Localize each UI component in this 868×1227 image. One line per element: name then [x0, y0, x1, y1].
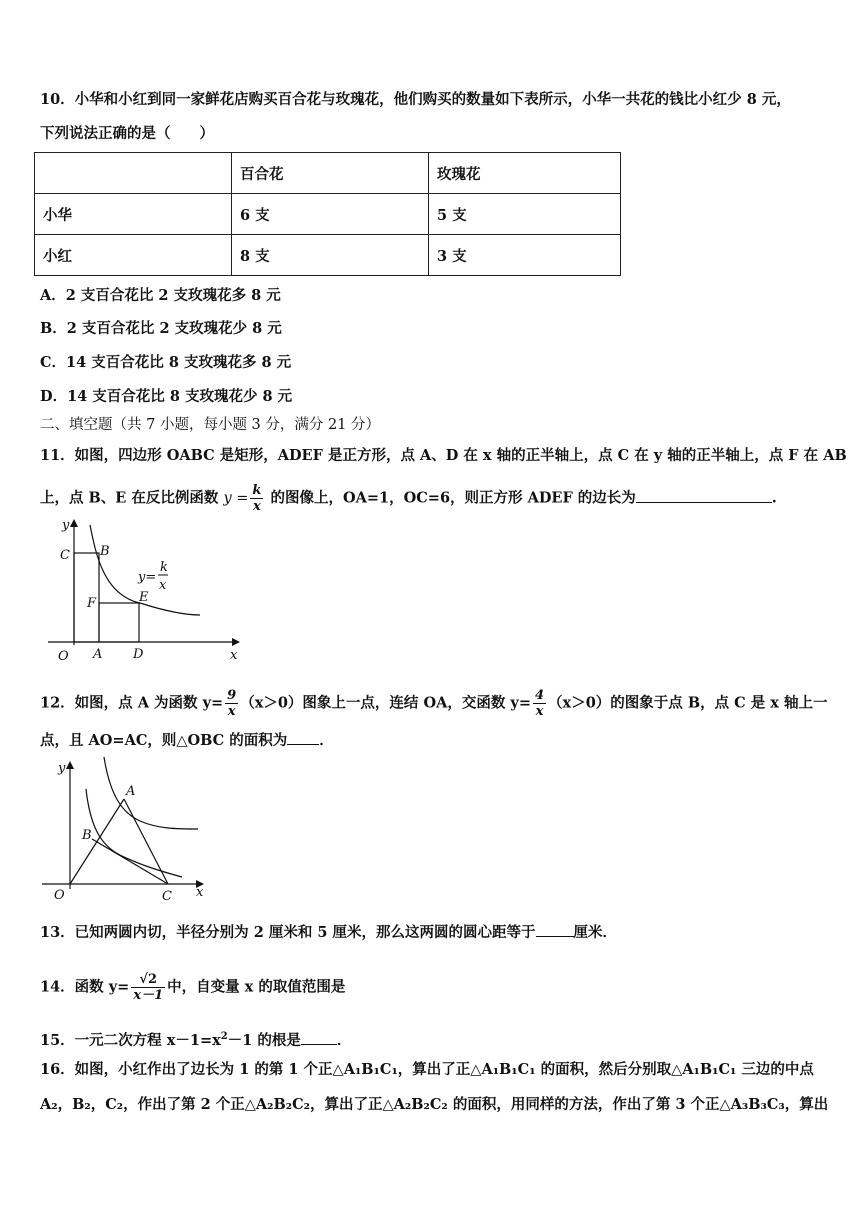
q12-text: 12．如图，点 A 为函数 y=	[40, 694, 224, 712]
label-d: D	[133, 647, 144, 662]
q15	[40, 1027, 351, 1051]
square-adef	[99, 603, 139, 642]
q11-func-lhs: y =	[223, 490, 249, 507]
q14	[40, 972, 345, 1003]
label-a: A	[126, 784, 136, 799]
q12-line1	[40, 688, 827, 719]
fraction-denominator: x－1	[133, 988, 164, 1003]
q10-option-b: B．2 支百合花比 2 支玫瑰花少 8 元	[40, 320, 282, 337]
q10-line1: 10．小华和小红到同一家鲜花店购买百合花与玫瑰花，他们购买的数量如下表所示，小华一共花的钱比小红少 8 元，	[40, 91, 791, 108]
label-a: A	[93, 647, 103, 662]
q12-text: 点，且 AO=AC，则△OBC 的面积为	[40, 732, 288, 749]
q16-line1: 16．如图，小红作出了边长为 1 的第 1 个正△A₁B₁C₁，算出了正△A₁B₁C₁ 的面积，然后分别取△A₁B₁C₁ 三边的中点	[40, 1061, 814, 1078]
table-row	[35, 153, 621, 194]
q11-text: 上，点 B、E 在反比例函数	[40, 489, 219, 507]
q14-text: 中，自变量 x 的取值范围是	[167, 978, 346, 996]
q15-end: ．	[336, 1031, 352, 1049]
q12-fraction-2	[533, 688, 546, 719]
fraction-numerator: √2	[131, 972, 165, 988]
q15-exponent: 2	[220, 1031, 228, 1042]
label-f: F	[87, 596, 97, 611]
answer-blank	[301, 1030, 337, 1045]
fraction-denominator: x	[227, 704, 236, 719]
q12-text: （x＞0）的图象于点 B，点 C 是 x 轴上一	[548, 694, 828, 712]
fraction-numerator: 4	[535, 688, 545, 703]
table-row	[35, 194, 621, 235]
q12-figure	[40, 755, 220, 903]
q14-fraction	[131, 972, 165, 1003]
table-row	[35, 235, 621, 276]
fraction-denominator: x	[535, 704, 544, 719]
label-y: y	[58, 761, 66, 776]
table-cell: 玫瑰花	[429, 153, 621, 194]
fraction-numerator: k	[252, 483, 262, 498]
fraction-denominator: x	[253, 499, 261, 514]
q10-option-d: D．14 支百合花比 8 支玫瑰花少 8 元	[40, 388, 293, 405]
curve-label-den: x	[159, 578, 167, 593]
q11-line2	[40, 483, 777, 514]
answer-blank	[636, 488, 772, 503]
q13-text: 厘米．	[573, 924, 618, 941]
label-o: O	[54, 888, 65, 903]
label-y: y	[62, 518, 70, 533]
fraction-numerator: 9	[227, 688, 237, 703]
q12-line2	[40, 730, 334, 751]
y-axis-arrow-icon	[70, 519, 78, 527]
q11-figure	[40, 515, 250, 665]
curve-9-over-x	[104, 757, 198, 829]
x-axis-arrow-icon	[232, 638, 240, 646]
label-c: C	[162, 889, 172, 903]
table-cell: 小华	[35, 194, 232, 235]
label-b: B	[82, 828, 92, 843]
table-cell: 5 支	[429, 194, 621, 235]
q13	[40, 922, 617, 943]
q16-line2: A₂，B₂，C₂，作出了第 2 个正△A₂B₂C₂，算出了正△A₂B₂C₂ 的面积，用同样的方法，作出了第 3 个正△A₃B₃C₃，算出	[40, 1096, 829, 1113]
section-heading: 二、填空题（共 7 小题，每小题 3 分，满分 21 分）	[40, 417, 381, 433]
answer-blank	[287, 730, 319, 745]
label-x: x	[196, 885, 204, 900]
table-cell: 6 支	[232, 194, 429, 235]
q11-fraction	[250, 483, 263, 514]
q10-option-a: A．2 支百合花比 2 支玫瑰花多 8 元	[40, 287, 281, 304]
q11-text: 的图像上，OA=1，OC=6，则正方形 ADEF 的边长为	[270, 489, 636, 507]
q12-text: （x＞0）图象上一点，连结 OA，交函数 y=	[240, 694, 531, 712]
label-e: E	[139, 590, 149, 605]
table-cell	[35, 153, 232, 194]
q14-text: 14．函数 y=	[40, 978, 130, 996]
label-c: C	[60, 548, 70, 563]
q10-table	[34, 152, 621, 276]
table-cell: 小红	[35, 235, 232, 276]
q10-line2: 下列说法正确的是（ ）	[40, 125, 214, 142]
label-x: x	[230, 648, 238, 663]
q12-fraction-1	[225, 688, 238, 719]
q10-option-c: C．14 支百合花比 8 支玫瑰花多 8 元	[40, 354, 292, 371]
label-o: O	[58, 649, 69, 664]
table-cell: 8 支	[232, 235, 429, 276]
table-cell: 百合花	[232, 153, 429, 194]
curve-label-lhs: y=	[138, 570, 157, 585]
q12-end: ．	[319, 732, 334, 749]
y-axis-arrow-icon	[66, 761, 74, 769]
curve-label-num: k	[160, 560, 168, 575]
q11-line1: 11．如图，四边形 OABC 是矩形，ADEF 是正方形，点 A、D 在 x 轴的正半轴上，点 C 在 y 轴的正半轴上，点 F 在 AB	[40, 447, 847, 464]
q15-text: 15．一元二次方程 x－1=x	[40, 1031, 221, 1049]
label-b: B	[100, 544, 110, 559]
answer-blank	[536, 922, 574, 937]
table-cell: 3 支	[429, 235, 621, 276]
q11-end: .	[771, 489, 777, 507]
q13-text: 13．已知两圆内切，半径分别为 2 厘米和 5 厘米，那么这两圆的圆心距等于	[40, 924, 536, 941]
q15-text: －1 的根是	[227, 1031, 301, 1049]
